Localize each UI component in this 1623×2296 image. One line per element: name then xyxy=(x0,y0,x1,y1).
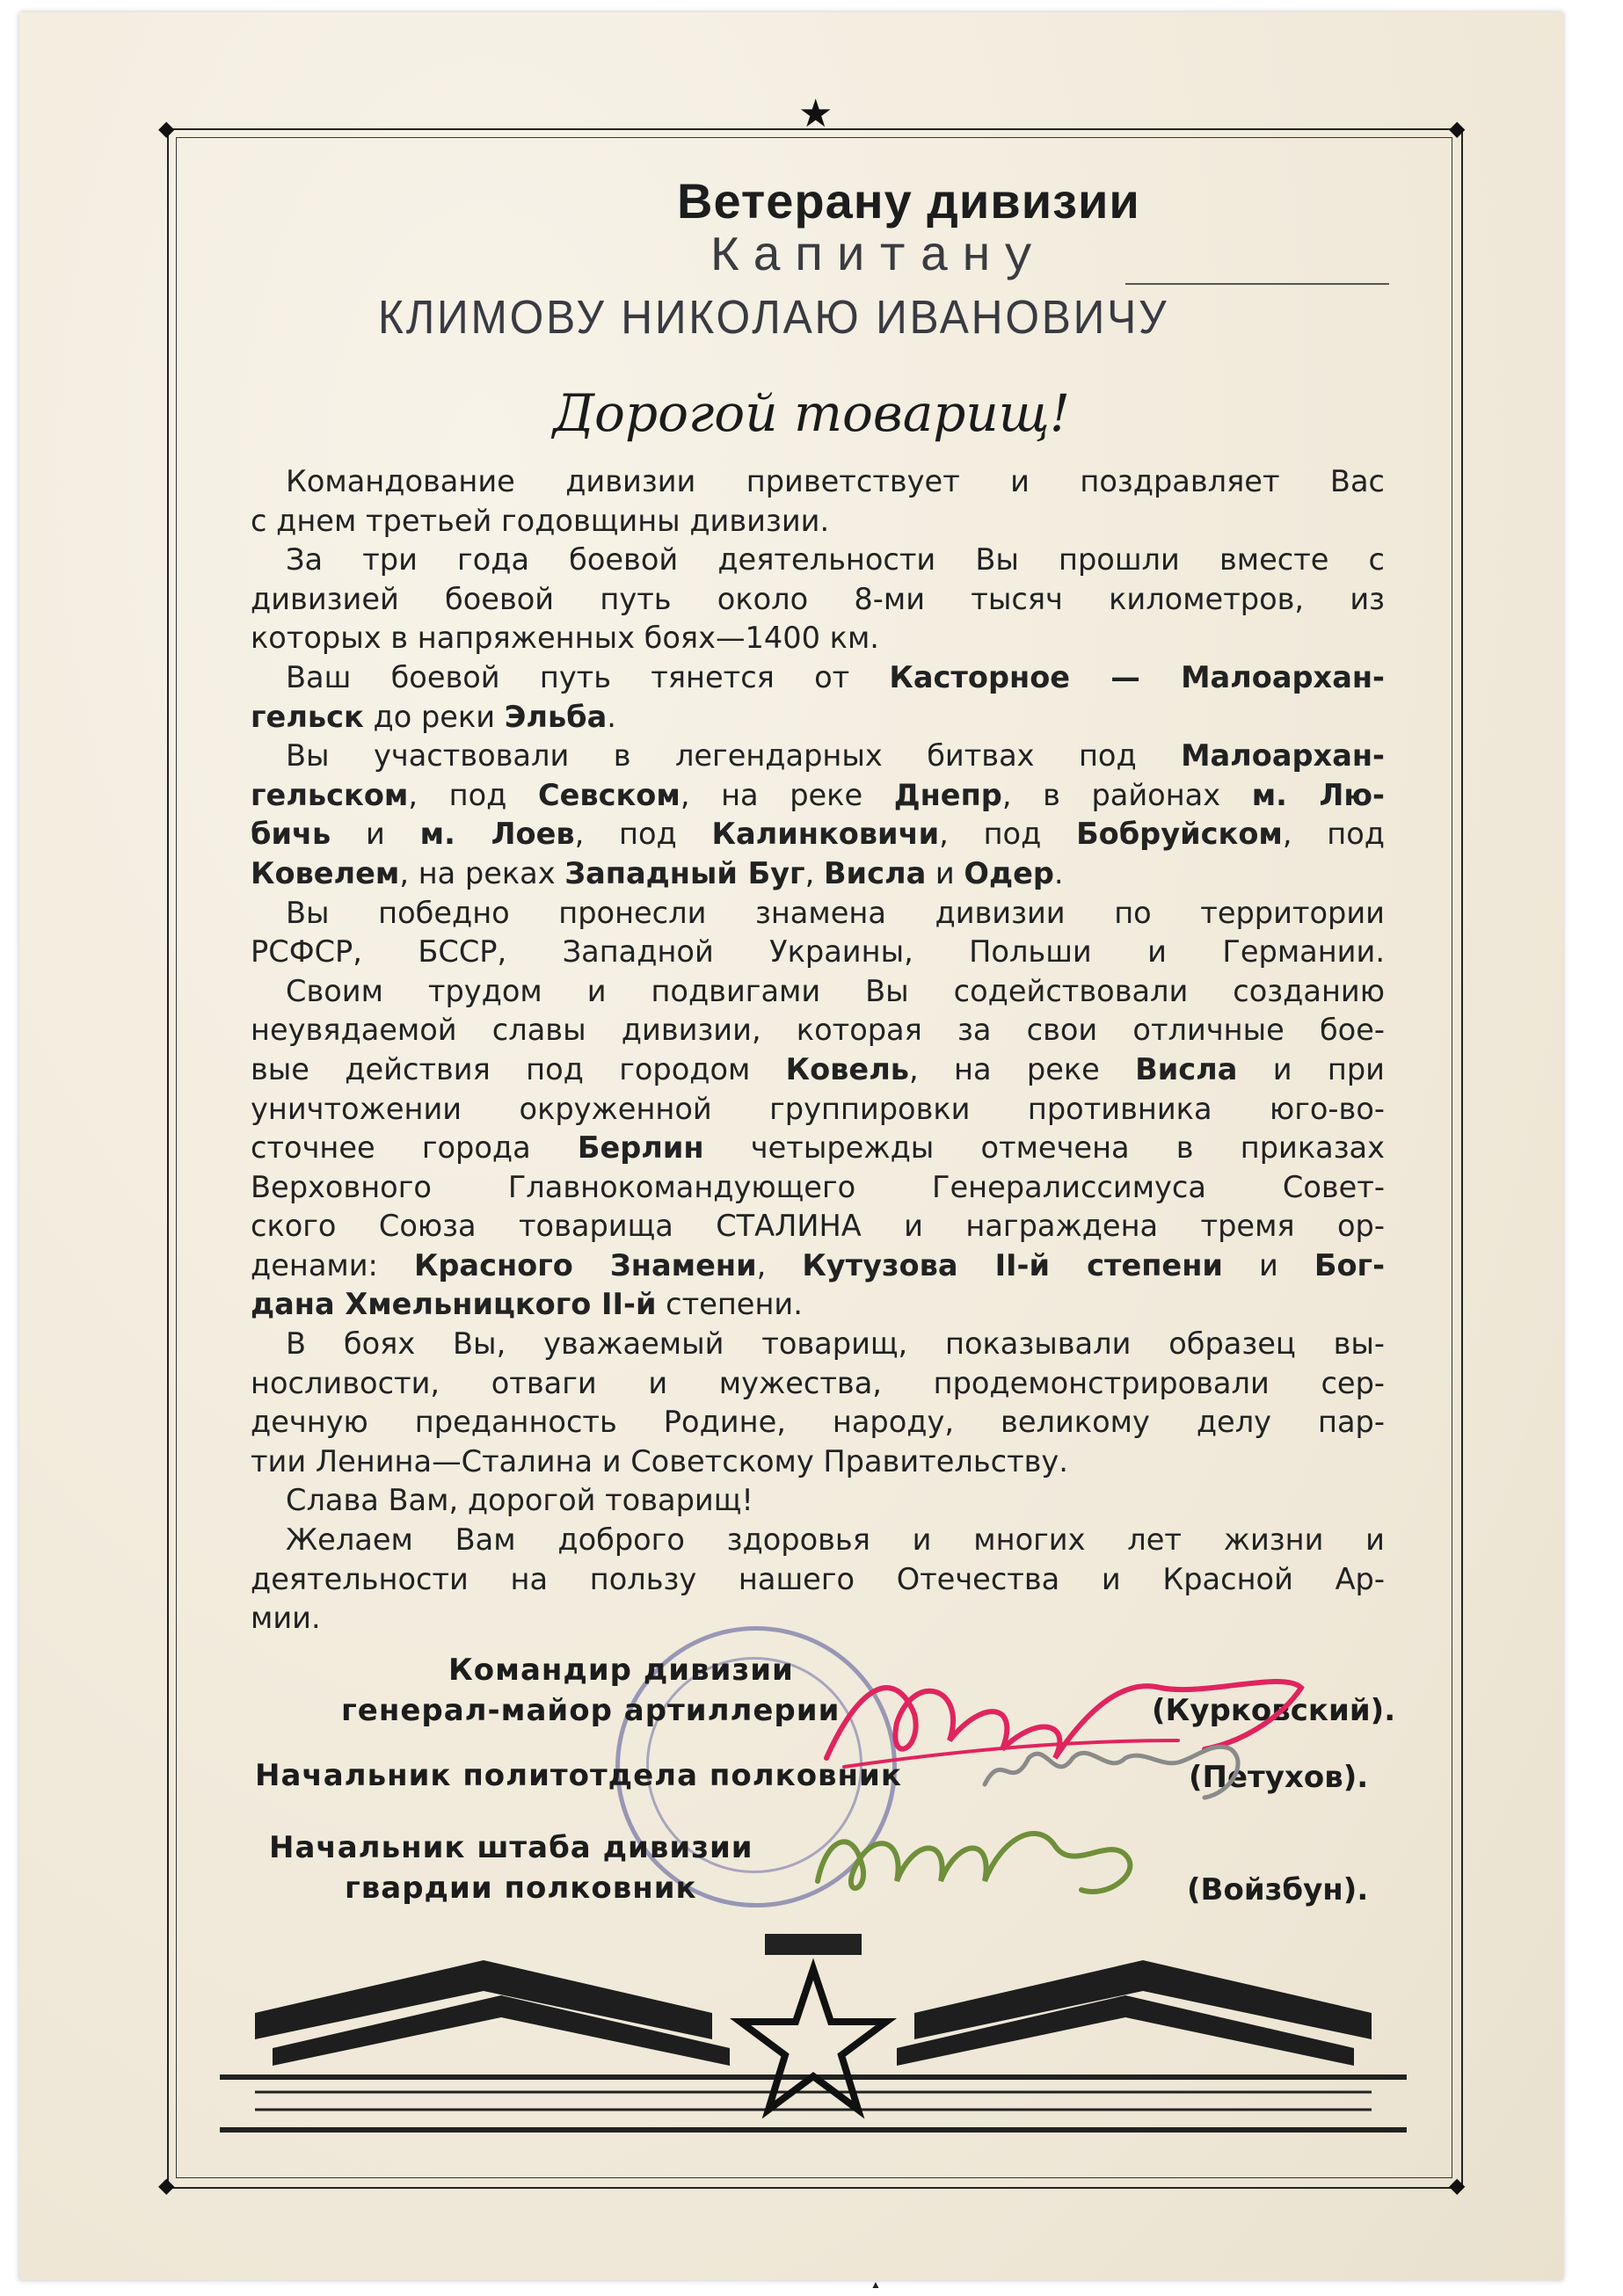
recipient-rank: Капитану xyxy=(710,229,1045,285)
corner-ornament-icon: ◆ xyxy=(158,2173,175,2198)
staff-name: (Войзбун). xyxy=(1187,1872,1369,1907)
star-icon: ★ xyxy=(798,91,833,136)
body-emphasis: Берлин xyxy=(577,1130,704,1166)
body-emphasis: Ковель xyxy=(785,1051,910,1086)
commander-title-line-1: Командир дивизии xyxy=(448,1653,794,1688)
body-emphasis: Красного Знамени xyxy=(413,1247,757,1282)
body-text: Верховного Главнокомандующего Генералиссимуса Совет- xyxy=(251,1169,1385,1204)
body-line xyxy=(251,462,1385,502)
body-text: , на реке xyxy=(909,1051,1136,1086)
body-text: тии Ленина—Сталина и Советскому Правительству. xyxy=(251,1443,1068,1479)
document-heading: Ветерану дивизии xyxy=(677,173,1140,229)
body-text: Вы участвовали в легендарных битвах под xyxy=(286,738,1182,774)
body-emphasis: дана Хмельницкого II-й xyxy=(251,1287,657,1322)
body-text: РСФСР, БССР, Западной Украины, Польши и Германии. xyxy=(251,934,1385,970)
body-text: и xyxy=(926,855,964,890)
body-emphasis: Висла xyxy=(1135,1051,1238,1086)
body-line xyxy=(251,580,1385,620)
body-text: и xyxy=(1222,1247,1314,1282)
body-line xyxy=(251,776,1385,816)
body-line xyxy=(251,541,1385,580)
body-text: до реки xyxy=(363,699,505,734)
rank-underline xyxy=(1125,283,1389,285)
body-line xyxy=(251,933,1385,972)
corner-ornament-icon: ◆ xyxy=(1449,116,1466,141)
body-line xyxy=(251,1364,1385,1404)
body-text: , xyxy=(756,1247,803,1282)
body-line xyxy=(251,1560,1385,1600)
body-text: , под xyxy=(939,817,1077,852)
body-line xyxy=(251,1168,1385,1208)
body-line xyxy=(251,1090,1385,1130)
politdep-signature xyxy=(985,1747,1238,1798)
body-emphasis: Днепр xyxy=(893,777,1002,812)
body-emphasis: Ковелем xyxy=(251,855,400,890)
body-line xyxy=(251,1403,1385,1442)
body-text: , xyxy=(804,855,824,890)
body-emphasis: Малоархан- xyxy=(1181,738,1385,774)
greeting: Дорогой товарищ! xyxy=(552,383,1071,443)
body-text: , под xyxy=(1282,817,1386,852)
commander-title-line-2: генерал-майор артиллерии xyxy=(341,1693,841,1728)
corner-ornament-icon: ◆ xyxy=(1449,2173,1466,2198)
body-line xyxy=(251,894,1385,934)
body-text: . xyxy=(607,699,616,734)
body-line xyxy=(251,972,1385,1012)
body-line xyxy=(251,658,1385,698)
body-line xyxy=(251,737,1385,776)
body-emphasis: Касторное — Малоархан- xyxy=(889,659,1385,694)
body-text: , под xyxy=(408,777,538,812)
body-line xyxy=(251,502,1385,541)
body-text: которых в напряженных боях—1400 км. xyxy=(251,621,879,656)
body-text: , под xyxy=(574,817,712,852)
body-line xyxy=(251,1246,1385,1286)
body-text: . xyxy=(1053,855,1064,890)
body-text: За три года боевой деятельности Вы прошли вместе с xyxy=(286,542,1385,578)
body-line xyxy=(251,1481,1385,1521)
print-mark: ▲ xyxy=(870,2278,881,2291)
body-text: Желаем Вам доброго здоровья и многих лет жизни и xyxy=(286,1522,1385,1558)
body-text: В боях Вы, уважаемый товарищ, показывали образец вы- xyxy=(286,1326,1385,1362)
body-text: дечную преданность Родине, народу, великому делу пар- xyxy=(251,1405,1385,1440)
body-emphasis: Бог- xyxy=(1314,1247,1386,1282)
body-line xyxy=(251,1521,1385,1560)
body-emphasis: Севском xyxy=(537,777,680,812)
body-text: вые действия под городом xyxy=(251,1051,786,1086)
body-line xyxy=(251,1207,1385,1246)
body-emphasis: гельском xyxy=(251,777,409,812)
body-line xyxy=(251,1285,1385,1325)
body-text: уничтожении окруженной группировки противника юго-во- xyxy=(251,1091,1385,1126)
body-line xyxy=(251,698,1385,737)
body-text: денами: xyxy=(251,1247,414,1282)
body-emphasis: Одер xyxy=(964,855,1054,890)
body-text: степени. xyxy=(656,1287,803,1322)
body-text: неувядаемой славы дивизии, которая за свои отличные бое- xyxy=(251,1013,1385,1048)
body-text: дивизией боевой путь около 8-ми тысяч километров, из xyxy=(251,581,1385,616)
signatures-drawing xyxy=(791,1617,1336,1934)
letter-body xyxy=(251,462,1385,1638)
body-emphasis: Бобруйском xyxy=(1076,817,1283,852)
body-text: , на реках xyxy=(399,855,565,890)
body-text: деятельности на пользу нашего Отечества и Красной Ар- xyxy=(251,1561,1385,1596)
body-emphasis: Кутузова II-й степени xyxy=(802,1247,1223,1282)
body-line xyxy=(251,1050,1385,1090)
body-emphasis: гельск xyxy=(251,699,364,734)
body-line xyxy=(251,1442,1385,1482)
body-text: четырежды отмечена в приказах xyxy=(703,1130,1386,1166)
body-text: и xyxy=(331,817,420,852)
body-text: и при xyxy=(1237,1051,1385,1086)
recipient-name: КЛИМОВУ НИКОЛАЮ ИВАНОВИЧУ xyxy=(378,291,1169,344)
body-emphasis: м. Лоев xyxy=(419,817,575,852)
staff-signature xyxy=(818,1834,1130,1892)
staff-title-line-2: гвардии полковник xyxy=(345,1871,697,1906)
body-line xyxy=(251,1325,1385,1364)
politdep-name: (Петухов). xyxy=(1189,1760,1369,1795)
body-text: носливости, отваги и мужества, продемонстрировали сер- xyxy=(251,1365,1385,1400)
body-text: сточнее города xyxy=(251,1130,578,1166)
body-emphasis: Западный Буг xyxy=(564,855,805,890)
body-text: Ваш боевой путь тянется от xyxy=(286,659,890,694)
body-emphasis: Эльба xyxy=(504,699,608,734)
body-text: мии. xyxy=(251,1601,321,1636)
politdep-title: Начальник политотдела полковник xyxy=(255,1758,902,1793)
body-text: Вы победно пронесли знамена дивизии по территории xyxy=(286,895,1385,930)
body-text: ского Союза товарища СТАЛИНА и награждена тремя ор- xyxy=(251,1209,1385,1244)
body-emphasis: Висла xyxy=(823,855,927,890)
body-line xyxy=(251,854,1385,894)
corner-ornament-icon: ◆ xyxy=(158,116,175,141)
commander-name: (Курковский). xyxy=(1152,1693,1396,1728)
body-text: Командование дивизии приветствует и поздравляет Вас xyxy=(286,464,1385,498)
body-text: Своим трудом и подвигами Вы содействовали созданию xyxy=(286,973,1385,1008)
body-text: Слава Вам, дорогой товарищ! xyxy=(286,1483,753,1518)
body-text: , в районах xyxy=(1001,777,1252,812)
banner-ornament xyxy=(220,1907,1407,2171)
body-emphasis: м. Лю- xyxy=(1251,777,1385,812)
body-line xyxy=(251,1129,1385,1168)
body-line xyxy=(251,619,1385,658)
body-emphasis: бичь xyxy=(251,817,331,852)
staff-title-line-1: Начальник штаба дивизии xyxy=(269,1830,753,1865)
body-text: с днем третьей годовщины дивизии. xyxy=(251,503,830,538)
body-text: , на реке xyxy=(680,777,894,812)
body-line xyxy=(251,815,1385,854)
body-line xyxy=(251,1011,1385,1050)
body-emphasis: Калинковичи xyxy=(711,817,940,852)
